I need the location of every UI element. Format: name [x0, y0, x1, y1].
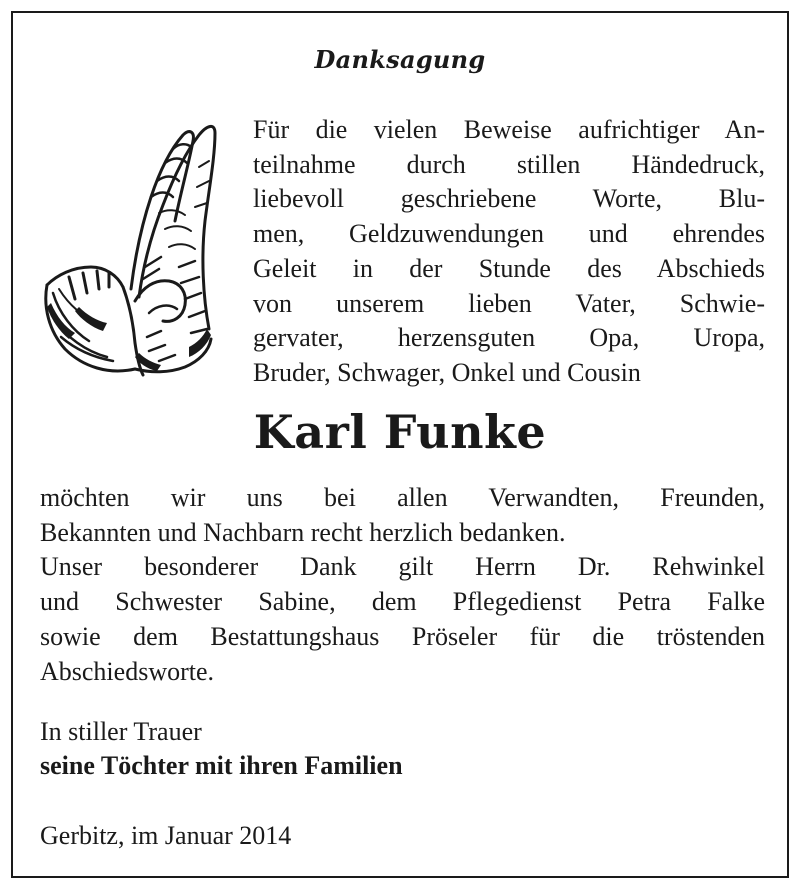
notice-heading: Danksagung: [314, 45, 486, 74]
intro-line: men, Geldzuwendungen und ehrendes: [253, 219, 765, 249]
intro-line: Bruder, Schwager, Onkel und Cousin: [253, 357, 641, 387]
intro-paragraph: [253, 113, 765, 391]
deceased-name: Karl Funke: [253, 405, 547, 459]
body-line: und Schwester Sabine, dem Pflegedienst Petra Falke: [40, 587, 765, 617]
mourning-line: In stiller Trauer: [40, 717, 202, 746]
intro-line: von unserem lieben Vater, Schwie-: [253, 288, 765, 318]
intro-line: gervater, herzensguten Opa, Uropa,: [253, 323, 765, 353]
obituary-notice: [11, 11, 789, 878]
thanks-paragraph: [40, 481, 765, 689]
intro-line: Für die vielen Beweise aufrichtiger An-: [253, 115, 765, 144]
body-line: Abschiedsworte.: [40, 656, 215, 686]
mourners-block: [40, 715, 403, 783]
mourners-names: seine Töchter mit ihren Familien: [40, 751, 403, 780]
body-line: möchten wir uns bei allen Verwandten, Freunden,: [40, 483, 765, 512]
intro-line: Geleit in der Stunde des Abschieds: [253, 253, 765, 283]
intro-line: teilnahme durch stillen Händedruck,: [253, 149, 765, 179]
body-line: Unser besonderer Dank gilt Herrn Dr. Rehwinkel: [40, 552, 765, 582]
body-line: sowie dem Bestattungshaus Pröseler für die tröstenden: [40, 621, 765, 651]
praying-hands-icon: [39, 117, 217, 379]
place-date: Gerbitz, im Januar 2014: [40, 821, 292, 850]
body-line: Bekannten und Nachbarn recht herzlich bedanken.: [40, 517, 566, 547]
intro-line: liebevoll geschriebene Worte, Blu-: [253, 184, 765, 214]
